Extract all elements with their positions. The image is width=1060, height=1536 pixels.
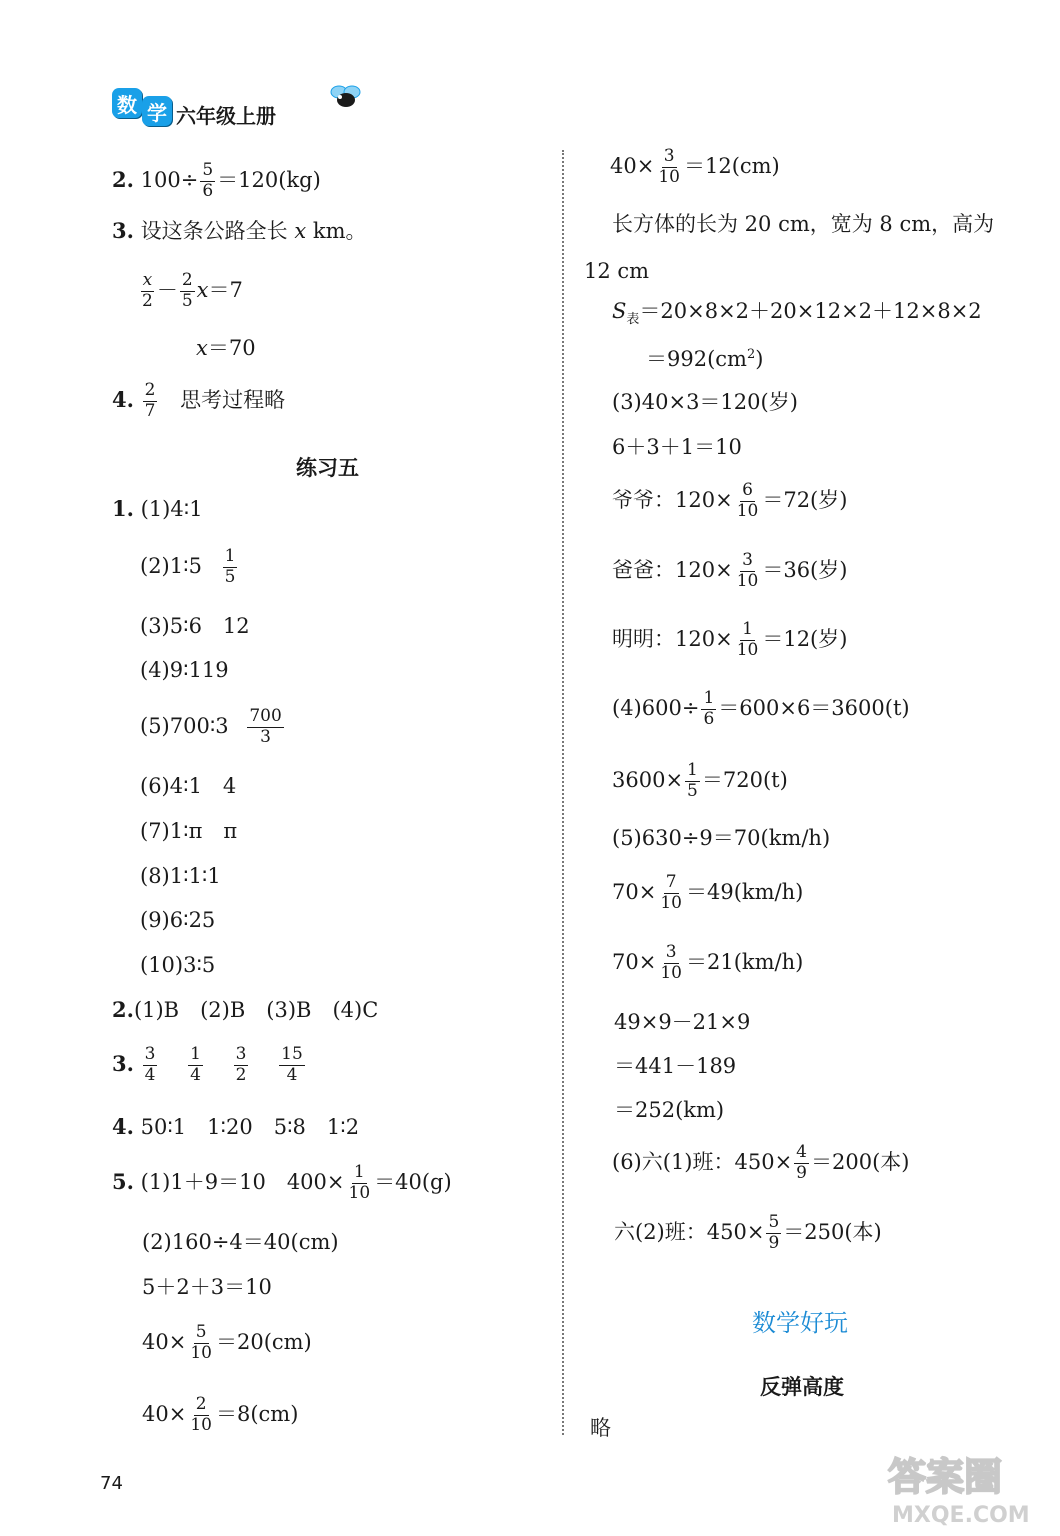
denominator: 9 [796,1162,807,1183]
expr-text: ＝200(本) [811,1149,910,1174]
expr-text: (4)600÷ [612,695,700,720]
numerator: 5 [202,160,214,180]
fraction [180,272,195,311]
numerator: 15 [281,1044,303,1064]
ex2-line [112,999,378,1021]
section-title-blue: 数学好玩 [752,1309,848,1337]
numerator: 3 [742,550,753,570]
expr-text: 3600× [612,767,684,792]
fraction [188,1396,214,1435]
ex1-line5 [140,708,286,747]
numerator: x [142,270,153,290]
q3-text: 设这条公路全长 [140,219,288,243]
header-badge-text: 学 [147,100,167,125]
expr-text: 六(2)班：450× [614,1219,765,1244]
fraction [685,762,700,801]
ex5-line1 [112,1164,452,1203]
denominator: 2 [235,1064,247,1085]
expr-text: ＝70 [207,336,256,360]
denominator: 10 [660,892,682,913]
expr-text: ＝20(cm) [215,1329,312,1354]
q2-line [112,162,321,201]
numerator: 6 [742,480,753,500]
numerator: 5 [195,1322,207,1342]
denominator: 5 [181,290,193,311]
r-line-10 [612,690,910,729]
numerator: 1 [190,1044,201,1064]
numerator: 4 [796,1142,807,1162]
equation-1 [138,272,243,311]
q3-text: km。 [312,219,367,243]
r-line-3 [612,301,982,326]
ex1-line6: (6)4∶1 4 [140,774,237,798]
r-line-15: 49×9－21×9 [614,1010,751,1034]
column-divider [562,150,564,1435]
expr-text: 40× [142,1401,187,1426]
ex1-line4: (4)9∶119 [140,658,229,682]
numerator: 1 [224,546,236,566]
ex1-line7: (7)1∶π π [140,819,238,843]
ex1-line9: (9)6∶25 [140,908,216,932]
ex5-line4 [142,1324,312,1363]
expr-text: ＝12(cm) [683,153,780,178]
denominator: 6 [703,708,715,729]
answer-text: (2)1∶5 [140,553,202,578]
fraction [143,382,158,421]
header-badge-text: 数 [117,92,137,117]
expr-text: (1)1＋9＝10 400× [140,1169,345,1194]
answer-text: (1)B (2)B (3)B (4)C [133,998,379,1022]
expr-text: ＝720(t) [701,767,788,792]
expr-text: ＝600×6＝3600(t) [718,695,910,720]
expr-text: ＝20×8×2＋20×12×2＋12×8×2 [639,299,982,323]
ex4-line [112,1116,359,1138]
q-number: 5. [112,1168,134,1194]
r-line-9 [612,621,847,660]
expr-text: 70× [612,879,657,904]
answer-text: (5)700∶3 [140,713,229,738]
numerator: 3 [663,146,675,166]
expr-text: 明明：120× [612,626,733,651]
ex5-line2: (2)160÷4＝40(cm) [142,1230,339,1254]
ex5-line5 [142,1396,298,1435]
denominator: 4 [286,1064,298,1085]
q-number: 4. [112,1114,134,1139]
variable: x [196,336,208,360]
superscript: 2 [746,347,756,362]
header-title: 六年级上册 [176,104,276,128]
r-line-11 [612,762,788,801]
expr-text: 70× [612,949,657,974]
denominator: 10 [736,500,759,521]
answer-text: (1)4∶1 [140,497,203,521]
denominator: 9 [768,1232,780,1253]
fraction [735,621,761,660]
numerator: 3 [665,942,677,962]
q-number: 3. [112,1050,134,1076]
subsection-title: 反弹高度 [760,1375,844,1399]
watermark-logo-icon [880,1448,1050,1528]
expr-text: ＝36(岁) [762,557,848,582]
expr-text: 爸爸：120× [612,557,733,582]
fraction [143,1046,158,1085]
denominator: 10 [348,1182,371,1203]
r-line-14 [612,944,803,983]
numerator: 1 [687,760,698,780]
numerator: 1 [353,1162,365,1182]
numerator: 2 [181,270,193,290]
r-line-1 [610,148,780,187]
expr-text: ＝120(kg) [217,167,321,192]
denominator: 10 [190,1414,212,1435]
fraction [188,1046,203,1085]
numerator: 1 [742,619,753,639]
expr-text: 爷爷：120× [612,487,733,512]
r-line-2a: 长方体的长为 20 cm，宽为 8 cm，高为 [612,212,995,236]
variable: x [294,219,307,243]
numerator: 2 [195,1394,207,1414]
q3-line [112,220,366,242]
ex1-line8: (8)1∶1∶1 [140,864,221,888]
expr-text: ) [755,347,764,371]
q-number: 3. [112,218,134,243]
fraction [223,548,238,587]
numerator: 2 [144,380,156,400]
header-badge-shu [112,88,142,118]
expr-text: 40× [142,1329,187,1354]
expr-text: ＝12(岁) [762,626,848,651]
r-line-19 [614,1214,882,1253]
bee-icon [326,82,366,112]
fraction [658,874,684,913]
r-line-18 [612,1144,909,1183]
expr-text: ＝21(km/h) [685,949,804,974]
expr-text: ＝40(g) [374,1169,452,1194]
q-number: 2. [112,997,134,1022]
variable: S [612,299,627,323]
fraction [200,162,215,201]
section-title: 练习五 [296,456,359,480]
fraction [701,690,716,729]
fraction [279,1046,305,1085]
denominator: 10 [190,1342,212,1363]
r-line-16: ＝441－189 [614,1054,737,1078]
denominator: 10 [658,166,680,187]
answer-text: 50∶1 1∶20 5∶8 1∶2 [140,1115,360,1139]
fraction [735,552,761,591]
r-line-2b: 12 cm [584,259,650,283]
ex1-line2 [140,548,239,587]
fraction [247,708,283,747]
variable: x [196,277,209,302]
fraction [188,1324,214,1363]
q4-text: 思考过程略 [180,387,286,412]
r-line-5: (3)40×3＝120(岁) [612,390,798,414]
minus-sign: － [156,277,178,302]
ex1-line1 [112,498,203,520]
r-line-4 [646,348,763,370]
header-badge-xue [142,96,172,126]
subscript: 表 [626,312,640,328]
expr-text: 100÷ [140,167,199,192]
numerator: 3 [144,1044,156,1064]
denominator: 5 [687,780,698,801]
q-number: 4. [112,386,134,412]
expr-text: (6)六(1)班：450× [612,1149,793,1174]
expr-text: ＝72(岁) [762,487,848,512]
r-line-20: 略 [590,1416,611,1440]
fraction [656,148,682,187]
denominator: 5 [224,566,236,587]
ex1-line10: (10)3∶5 [140,953,216,977]
fraction [766,1214,781,1253]
numerator: 5 [768,1212,780,1232]
expr-text: ＝992(cm [646,347,747,371]
fraction [140,272,155,311]
denominator: 10 [660,962,682,983]
q4-line [112,382,285,421]
fraction [347,1164,373,1203]
page-number: 74 [100,1473,123,1494]
q-number: 1. [112,496,134,521]
expr-text: 40× [610,153,655,178]
equation-2 [196,338,256,359]
denominator: 3 [260,726,271,747]
r-line-12: (5)630÷9＝70(km/h) [612,826,831,850]
fraction [735,482,761,521]
fraction [658,944,684,983]
q-number: 2. [112,166,134,192]
denominator: 7 [144,400,156,421]
numerator: 700 [249,706,282,726]
denominator: 4 [190,1064,201,1085]
r-line-8 [612,552,847,591]
numerator: 3 [235,1044,247,1064]
denominator: 2 [142,290,153,311]
r-line-13 [612,874,803,913]
r-line-17: ＝252(km) [614,1098,725,1122]
denominator: 10 [736,639,759,660]
r-line-7 [612,482,847,521]
watermark-text: 答案圈 [888,1455,1003,1499]
expr-text: ＝8(cm) [215,1401,299,1426]
denominator: 10 [736,570,759,591]
numerator: 7 [665,872,677,892]
r-line-6: 6＋3＋1＝10 [612,435,742,459]
expr-text: ＝49(km/h) [685,879,804,904]
denominator: 6 [202,180,214,201]
expr-text: ＝7 [208,277,243,302]
ex3-line [112,1046,307,1085]
watermark-url: MXQE.COM [892,1503,1030,1528]
expr-text: ＝250(本) [783,1219,882,1244]
fraction [234,1046,249,1085]
fraction [794,1144,809,1183]
ex1-line3: (3)5∶6 12 [140,614,250,638]
numerator: 1 [703,688,715,708]
denominator: 4 [144,1064,156,1085]
ex5-line3: 5＋2＋3＝10 [142,1275,272,1299]
